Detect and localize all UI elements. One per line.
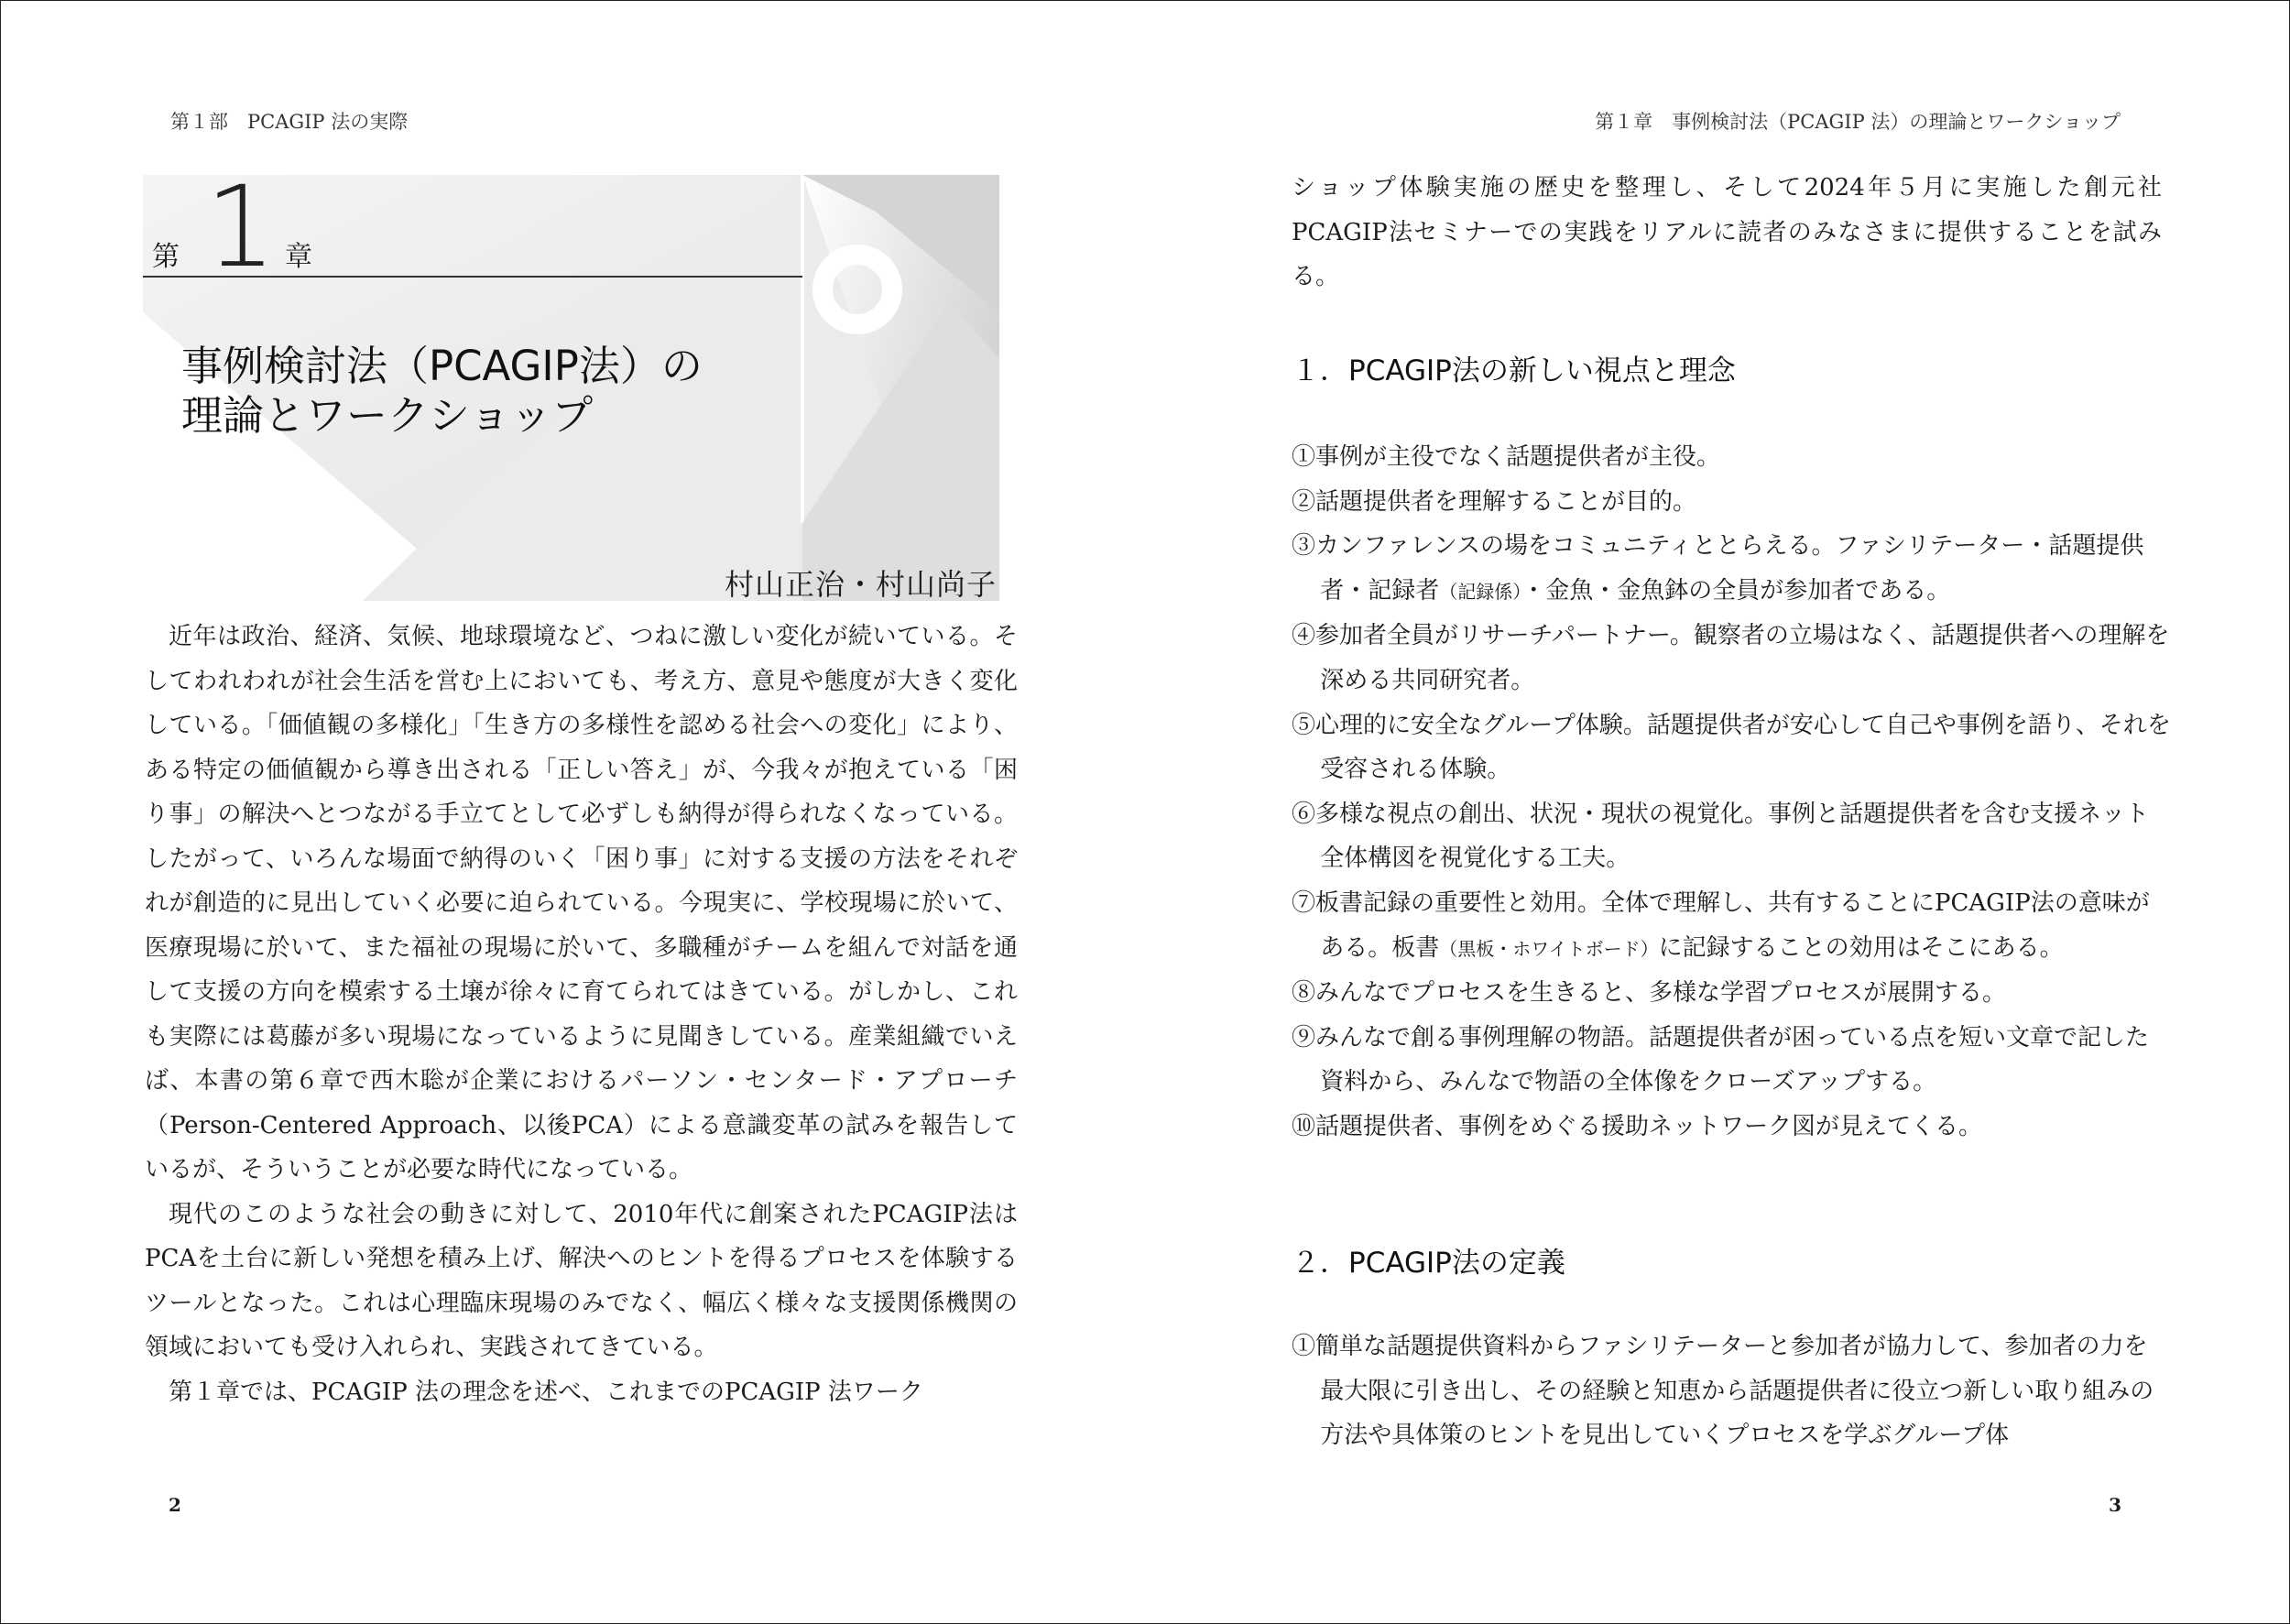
section-heading-2: ２．PCAGIP法の定義 <box>1292 1247 1565 1280</box>
left-body-text <box>145 615 1018 1414</box>
intro-paragraph: ショップ体験実施の歴史を整理し、そして2024年５月に実施した創元社PCAGIP法セミナーでの実践をリアルに読者のみなさまに提供することを試みる。 <box>1292 174 2162 290</box>
chapter-number: 1 <box>205 162 277 292</box>
list-item: ⑥多様な視点の創出、状況・現状の視覚化。事例と話題提供者を含む支援ネット全体構図を視覚化する工夫。 <box>1292 800 2150 873</box>
running-head-left: 第１部 PCAGIP 法の実際 <box>170 111 409 133</box>
definition-list <box>1292 1324 2171 1458</box>
list-item-text-rest: に記録することの効用はそこにある。 <box>1658 933 2064 962</box>
list-item: ②話題提供者を理解することが目的。 <box>1292 487 1697 516</box>
chapter-number-label <box>143 162 802 292</box>
list-item <box>1292 524 2171 614</box>
list-item: ①事例が主役でなく話題提供者が主役。 <box>1292 443 1721 471</box>
principles-list <box>1292 435 2171 1150</box>
chapter-title-line-2: 理論とワークショップ <box>181 391 594 440</box>
right-page <box>1145 1 2289 1623</box>
page-number-left: 2 <box>169 1494 181 1516</box>
list-item-text: ③カンファレンスの場をコミュニティととらえる。ファシリテーター・話題提供者・記録者 <box>1292 532 2144 605</box>
authors: 村山正治・村山尚子 <box>724 567 997 602</box>
list-item: ⑨みんなで創る事例理解の物語。話題提供者が困っている点を短い文章で記した資料から、みんなで物語の全体像をクローズアップする。 <box>1292 1023 2150 1096</box>
list-item-text-rest: ・金魚・金魚鉢の全員が参加者である。 <box>1521 576 1951 605</box>
list-item <box>1292 881 2171 971</box>
running-head-right: 第１章 事例検討法（PCAGIP 法）の理論とワークショップ <box>1595 111 2121 133</box>
paragraph: 現代のこのような社会の動きに対して、2010年代に創案されたPCAGIP法はPCAを土台に新しい発想を積み上げ、解決へのヒントを得るプロセスを体験するツールとなった。これは心理臨床現場のみでなく、幅広く様々な支援関係機関の領域においても受け入れられ、実践されてきている。 <box>145 1200 1018 1361</box>
page-number-right: 3 <box>2109 1494 2121 1516</box>
list-item: ④参加者全員がリサーチパートナー。観察者の立場はなく、話題提供者への理解を深める共同研究者。 <box>1292 622 2170 694</box>
list-item: ①簡単な話題提供資料からファシリテーターと参加者が協力して、参加者の力を最大限に引き出し、その経験と知恵から話題提供者に役立つ新しい取り組みの方法や具体策のヒントを見出していくプロセスを学ぶグループ体 <box>1292 1333 2154 1450</box>
chapter-prefix: 第 <box>152 241 180 273</box>
left-page <box>1 1 1145 1623</box>
list-item: ⑧みんなでプロセスを生きると、多様な学習プロセスが展開する。 <box>1292 979 2007 1008</box>
list-item: ⑩話題提供者、事例をめぐる援助ネットワーク図が見えてくる。 <box>1292 1112 1983 1140</box>
chapter-title-line-1: 事例検討法（PCAGIP法）の <box>181 342 703 390</box>
list-item: ⑤心理的に安全なグループ体験。話題提供者が安心して自己や事例を語り、それを受容される体験。 <box>1292 711 2171 784</box>
paragraph: 第１章では、PCAGIP 法の理念を述べ、これまでのPCAGIP 法ワーク <box>169 1378 923 1406</box>
chapter-title <box>181 342 823 441</box>
list-item-text: ⑦板書記録の重要性と効用。全体で理解し、共有することにPCAGIP法の意味がある。板書 <box>1292 888 2150 962</box>
chapter-suffix: 章 <box>285 241 312 273</box>
list-item-note: （記録係） <box>1439 580 1522 603</box>
section-heading-1: １．PCAGIP法の新しい視点と理念 <box>1292 354 1736 387</box>
paragraph: 近年は政治、経済、気候、地球環境など、つねに激しい変化が続いている。そしてわれわれが社会生活を営む上においても、考え方、意見や態度が大きく変化している。「価値観の多様化」「生き方の多様性を認める社会への変化」により、ある特定の価値観から導き出される「正しい答え」が、今我々が抱えている「困り事」の解決へとつながる手立てとして必ずしも納得が得られなくなっている。したがって、いろんな場面で納得のいく「困り事」に対する支援の方法をそれぞれが創造的に見出していく必要に迫られている。今現実に、学校現場に於いて、医療現場に於いて、また福祉の現場に於いて、多職種がチームを組んで対話を通して支援の方向を模索する土壌が徐々に育てられてはきている。がしかし、これも実際には葛藤が多い現場になっているように見聞きしている。産業組織でいえば、本書の第６章で西木聡が企業におけるパーソン・センタード・アプローチ（Person-Centered Approach、以後PCA）による意識変革の試みを報告しているが、そういうことが必要な時代になっている。 <box>145 623 1018 1183</box>
list-item-note: （黒板・ホワイトボード） <box>1439 937 1659 960</box>
